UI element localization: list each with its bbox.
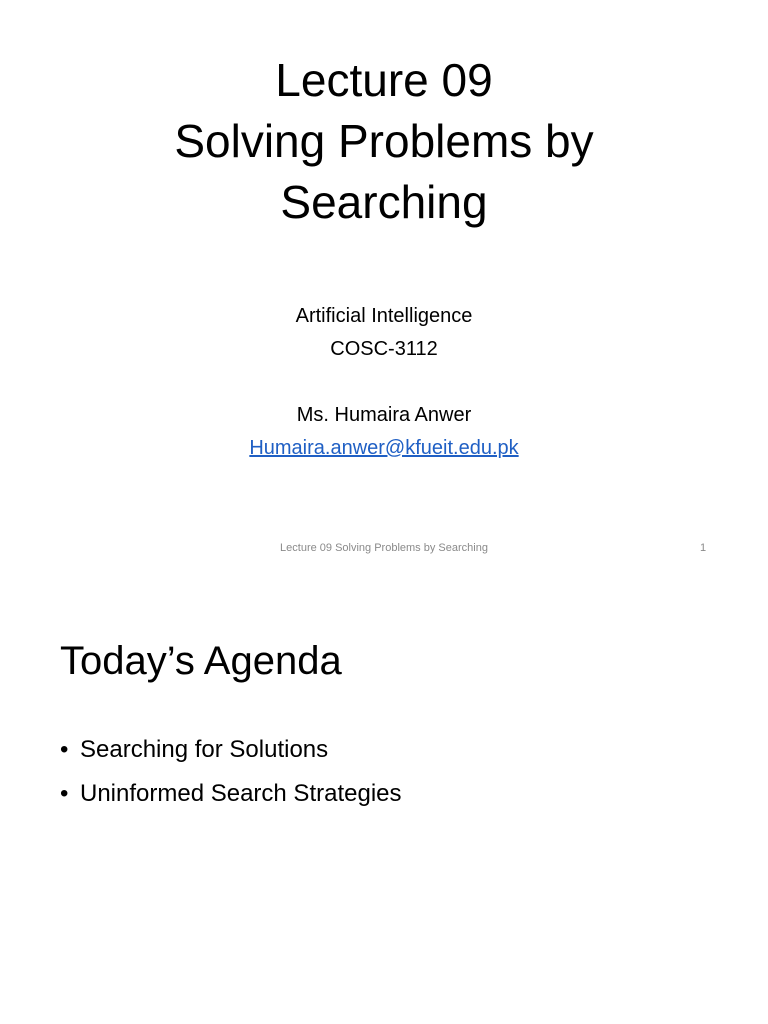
title-line-2: Solving Problems by [174,115,594,167]
agenda-item [60,772,402,816]
subtitle-block [0,300,768,465]
agenda-item-text: Searching for Solutions [80,736,329,763]
email-line [0,432,768,465]
title-line-1: Lecture 09 [275,54,493,106]
slide-footer: Lecture 09 Solving Problems by Searching [280,542,488,554]
bullet-icon: • [60,780,69,807]
course-code-text: COSC-3112 [330,338,438,360]
subject-text: Artificial Intelligence [295,305,473,327]
slide-2 [0,576,768,1024]
agenda-item [60,728,402,772]
bullet-icon: • [60,736,69,763]
slide-number: 1 [700,542,707,554]
instructor-name: Ms. Humaira Anwer [296,404,472,426]
subtitle-spacer [0,366,768,399]
agenda-list [60,728,402,816]
slide-title [0,50,768,233]
email-link[interactable]: Humaira.anwer@kfueit.edu.pk [249,437,519,459]
agenda-item-text: Uninformed Search Strategies [80,780,402,807]
title-line-3: Searching [280,176,488,228]
agenda-title: Today’s Agenda [60,639,342,683]
